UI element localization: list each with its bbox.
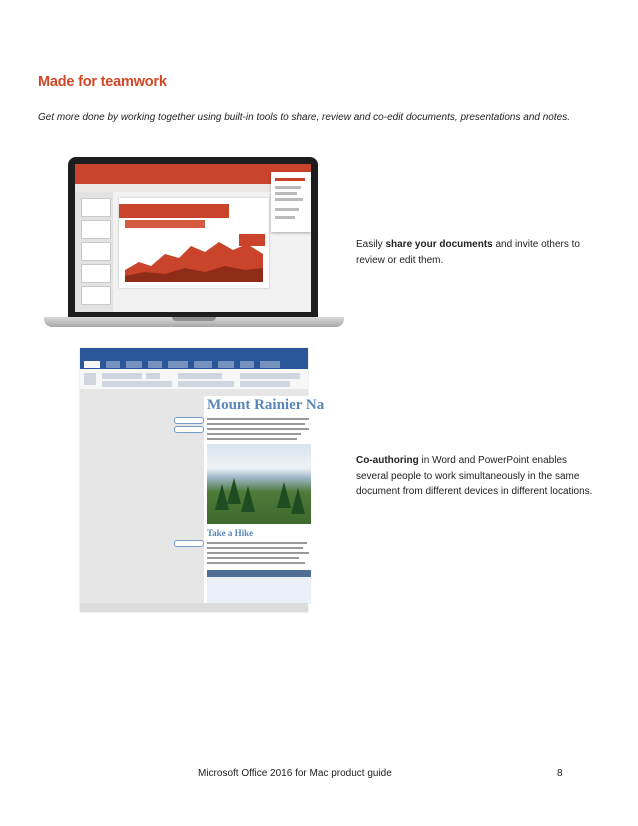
slide-thumbnail [81, 220, 111, 239]
mountain-photo [207, 444, 311, 524]
powerpoint-slide [119, 198, 269, 288]
powerpoint-screen [75, 164, 311, 312]
slide-thumbnail [81, 198, 111, 217]
footer-title: Microsoft Office 2016 for Mac product guide [198, 768, 392, 779]
slide-title-banner [119, 204, 229, 218]
intro-text: Get more done by working together using built-in tools to share, review and co-edit documents, presentations and notes. [38, 112, 570, 123]
slide-thumbnails [75, 192, 113, 312]
coauthor-presence-tag [174, 426, 204, 433]
laptop-powerpoint-image [44, 157, 344, 332]
word-document-heading: Mount Rainier Na [207, 397, 325, 413]
slide-thumbnail [81, 242, 111, 261]
share-pane [271, 172, 311, 232]
word-titlebar [80, 348, 308, 360]
share-caption-bold: share your documents [385, 239, 493, 250]
slide-area-graphic [125, 232, 263, 282]
word-table-header [207, 570, 311, 577]
slide-subtitle-bar [125, 220, 205, 228]
page-number: 8 [557, 768, 563, 779]
word-tab-bar [80, 360, 308, 369]
word-coauthoring-image [80, 348, 325, 612]
coauthoring-caption: Co-authoring in Word and PowerPoint enables several people to work simultaneously in the same document from different devices in different locations. [356, 455, 593, 497]
word-document-subheading: Take a Hike [207, 528, 254, 538]
laptop-lid [68, 157, 318, 319]
laptop-notch [172, 317, 216, 321]
word-ribbon [80, 369, 308, 390]
coauthor-presence-tag [174, 540, 204, 547]
section-heading: Made for teamwork [38, 74, 167, 90]
coauthor-presence-tag [174, 417, 204, 424]
slide-thumbnail [81, 264, 111, 283]
coauthoring-caption-bold: Co-authoring [356, 455, 419, 466]
word-status-bar [80, 603, 308, 612]
slide-thumbnail [81, 286, 111, 305]
share-caption: Easily share your documents and invite others to review or edit them. [356, 239, 580, 266]
